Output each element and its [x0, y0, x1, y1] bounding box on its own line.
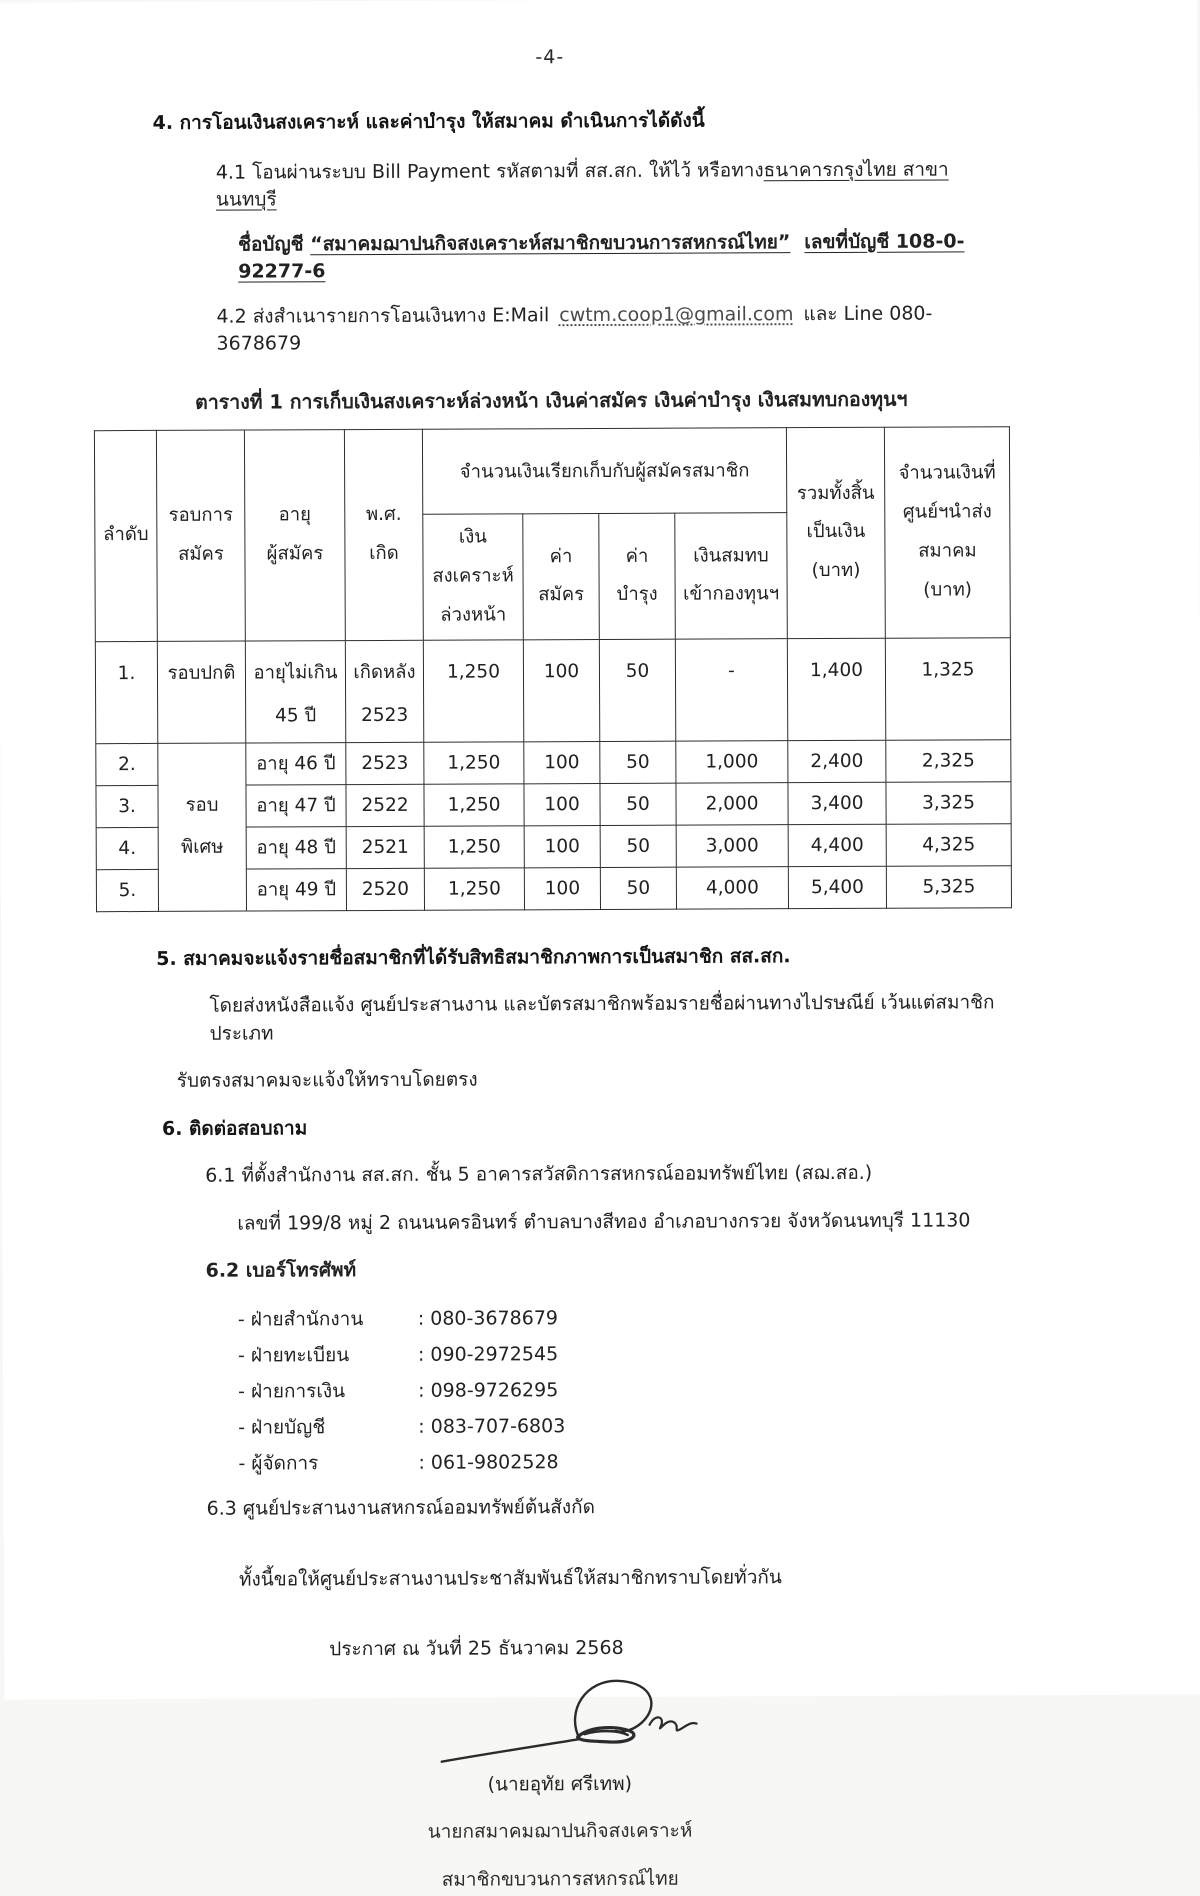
cell-total: 2,400	[788, 740, 886, 782]
section4-item-42	[216, 300, 1008, 359]
header-round: รอบการ สมัคร	[156, 430, 245, 641]
table-title: ตารางที่ 1 การเก็บเงินสงเคราะห์ล่วงหน้า เงินค่าสมัคร เงินค่าบำรุง เงินสมทบกองทุนฯ	[94, 385, 1009, 417]
section6-item-62: 6.2 เบอร์โทรศัพท์	[206, 1255, 1013, 1286]
phone-row-finance	[238, 1370, 1013, 1409]
page-number: -4-	[92, 0, 1007, 70]
bank-branch-underlined: ธนาคารกรุงไทย สาขานนทบุรี	[216, 158, 949, 211]
phone-row-accounting	[238, 1406, 1013, 1445]
section6-item-63: 6.3 ศูนย์ประสานงานสหกรณ์ออมทรัพย์ต้นสังกัด	[207, 1492, 1014, 1523]
cell-total: 5,400	[788, 866, 886, 908]
cell-fee: 50	[600, 867, 676, 909]
header-fund-contribution: เงินสมทบ เข้ากองทุนฯ	[675, 513, 788, 639]
item42-suffix: และ Line 080-3678679	[216, 302, 932, 355]
phone-row-registration	[238, 1334, 1013, 1373]
cell-no: 3.	[96, 785, 158, 827]
cell-age: อายุ 48 ปี	[246, 826, 346, 868]
cell-advance: 1,250	[424, 825, 524, 867]
phone-list	[238, 1298, 1014, 1481]
section4-heading: 4. การโอนเงินสงเคราะห์ และค่าบำรุง ให้สมาคม ดำเนินการได้ดังนี้	[153, 106, 1008, 137]
cell-birth: เกิดหลัง 2523	[345, 640, 423, 742]
signer-title-line1: นายกสมาคมฌาปนกิจสงเคราะห์	[350, 1817, 770, 1846]
cell-fund: 1,000	[676, 740, 788, 782]
table-row	[95, 637, 1010, 743]
cell-remit: 1,325	[885, 637, 1010, 739]
phone-label: - ฝ่ายทะเบียน	[238, 1340, 418, 1371]
fee-table	[94, 426, 1012, 911]
cell-birth: 2523	[346, 742, 424, 784]
section5-line2: รับตรงสมาคมจะแจ้งให้ทราบโดยตรง	[177, 1064, 1012, 1095]
header-total: รวมทั้งสิ้น เป็นเงิน (บาท)	[786, 427, 885, 638]
phone-number: : 061-9802528	[418, 1451, 558, 1474]
table-row	[96, 739, 1011, 785]
account-name: “สมาคมฌาปนกิจสงเคราะห์สมาชิกขบวนการสหกรณ์ไทย”	[310, 231, 790, 255]
section5-line1: โดยส่งหนังสือแจ้ง ศูนย์ประสานงาน และบัตรสมาชิกพร้อมรายชื่อผ่านทางไปรษณีย์ เว้นแต่สมาชิกประเภท	[209, 989, 1011, 1048]
phone-number: : 080-3678679	[418, 1307, 558, 1330]
cell-birth: 2522	[346, 784, 424, 826]
cell-apply: 100	[523, 639, 599, 741]
cell-fee: 50	[600, 741, 676, 783]
phone-row-office	[238, 1298, 1013, 1337]
header-center-remit: จำนวนเงินที่ ศูนย์ฯนำส่ง สมาคม (บาท)	[884, 427, 1010, 638]
section6-item-61-line2: เลขที่ 199/8 หมู่ 2 ถนนนครอินทร์ ตำบลบางสีทอง อำเภอบางกรวย จังหวัดนนทบุรี 11130	[237, 1207, 1012, 1238]
cell-fund: 3,000	[676, 824, 788, 866]
phone-label: - ผู้จัดการ	[238, 1448, 418, 1479]
cell-apply: 100	[524, 867, 600, 909]
phone-row-manager	[238, 1442, 1013, 1481]
cell-fee: 50	[599, 639, 675, 741]
document-content	[92, 0, 1015, 1895]
section6-heading: 6. ติดต่อสอบถาม	[162, 1112, 1012, 1143]
header-collected-group: จำนวนเงินเรียกเก็บกับผู้สมัครสมาชิก	[422, 428, 786, 515]
cell-round-special: รอบ พิเศษ	[158, 743, 247, 911]
cell-round: รอบปกติ	[157, 641, 245, 743]
cell-apply: 100	[524, 825, 600, 867]
cell-no: 4.	[96, 827, 158, 869]
cell-age: อายุ 47 ปี	[246, 784, 346, 826]
signature-block	[349, 1668, 770, 1894]
header-age: อายุ ผู้สมัคร	[244, 430, 345, 641]
cell-apply: 100	[524, 783, 600, 825]
section5-heading: 5. สมาคมจะแจ้งรายชื่อสมาชิกที่ได้รับสิทธิสมาชิกภาพการเป็นสมาชิก สส.สก.	[156, 942, 1011, 973]
cell-advance: 1,250	[424, 783, 524, 825]
cell-fee: 50	[600, 825, 676, 867]
table-header-row-1	[94, 427, 1009, 516]
account-label: ชื่อบัญชี	[238, 233, 310, 255]
email-link[interactable]: cwtm.coop1@gmail.com	[559, 303, 793, 326]
cell-age: อายุ 49 ปี	[246, 868, 346, 910]
cell-remit: 4,325	[886, 823, 1011, 866]
cell-apply: 100	[524, 741, 600, 783]
header-advance-money: เงิน สงเคราะห์ ล่วงหน้า	[423, 514, 524, 640]
signature-icon	[437, 1672, 727, 1773]
signer-title-line2: สมาชิกขบวนการสหกรณ์ไทย	[350, 1865, 770, 1894]
phone-label: - ฝ่ายการเงิน	[238, 1376, 418, 1407]
phone-number: : 083-707-6803	[418, 1415, 565, 1438]
cell-remit: 2,325	[886, 739, 1011, 782]
cell-no: 2.	[96, 743, 158, 785]
cell-no: 1.	[95, 641, 157, 743]
cell-total: 1,400	[787, 638, 885, 740]
phone-number: : 090-2972545	[418, 1343, 558, 1366]
account-number: เลขที่บัญชี 108-0-92277-6	[238, 230, 964, 283]
cell-birth: 2520	[346, 868, 424, 910]
signer-name: (นายอุทัย ศรีเทพ)	[350, 1770, 770, 1799]
cell-fund: -	[675, 638, 787, 740]
cell-age: อายุไม่เกิน 45 ปี	[245, 640, 345, 742]
announcement-date: ประกาศ ณ วันที่ 25 ธันวาคม 2568	[329, 1633, 1014, 1664]
phone-label: - ฝ่ายบัญชี	[238, 1412, 418, 1443]
cell-birth: 2521	[346, 826, 424, 868]
header-maintenance-fee: ค่า บำรุง	[599, 513, 676, 639]
item41-text: 4.1 โอนผ่านระบบ Bill Payment รหัสตามที่ สส.สก. ให้ไว้ หรือทาง	[216, 159, 764, 183]
cell-age: อายุ 46 ปี	[246, 742, 346, 784]
cell-total: 4,400	[788, 824, 886, 866]
header-apply-fee: ค่า สมัคร	[523, 514, 600, 640]
cell-total: 3,400	[788, 782, 886, 824]
phone-label: - ฝ่ายสำนักงาน	[238, 1304, 418, 1335]
cell-remit: 3,325	[886, 781, 1011, 824]
cell-advance: 1,250	[424, 741, 524, 783]
cell-no: 5.	[96, 869, 158, 911]
cell-advance: 1,250	[423, 639, 523, 741]
header-birth-year: พ.ศ. เกิด	[344, 429, 423, 640]
cell-advance: 1,250	[424, 867, 524, 909]
cell-remit: 5,325	[886, 865, 1011, 908]
section6-item-61-line1: 6.1 ที่ตั้งสำนักงาน สส.สก. ชั้น 5 อาคารสวัสดิการสหกรณ์ออมทรัพย์ไทย (สฌ.สอ.)	[205, 1160, 1012, 1191]
cell-fund: 2,000	[676, 782, 788, 824]
item42-prefix: 4.2 ส่งสำเนารายการโอนเงินทาง E:Mail	[216, 304, 549, 327]
account-line	[238, 228, 1008, 286]
cell-fee: 50	[600, 783, 676, 825]
handwritten-signature	[349, 1668, 769, 1772]
cell-fund: 4,000	[676, 866, 788, 908]
section4-item-41	[216, 156, 1008, 215]
header-no: ลำดับ	[94, 431, 157, 642]
phone-number: : 098-9726295	[418, 1379, 558, 1402]
closing-note: ทั้งนี้ขอให้ศูนย์ประสานงานประชาสัมพันธ์ให้สมาชิกทราบโดยทั่วกัน	[239, 1564, 1014, 1595]
